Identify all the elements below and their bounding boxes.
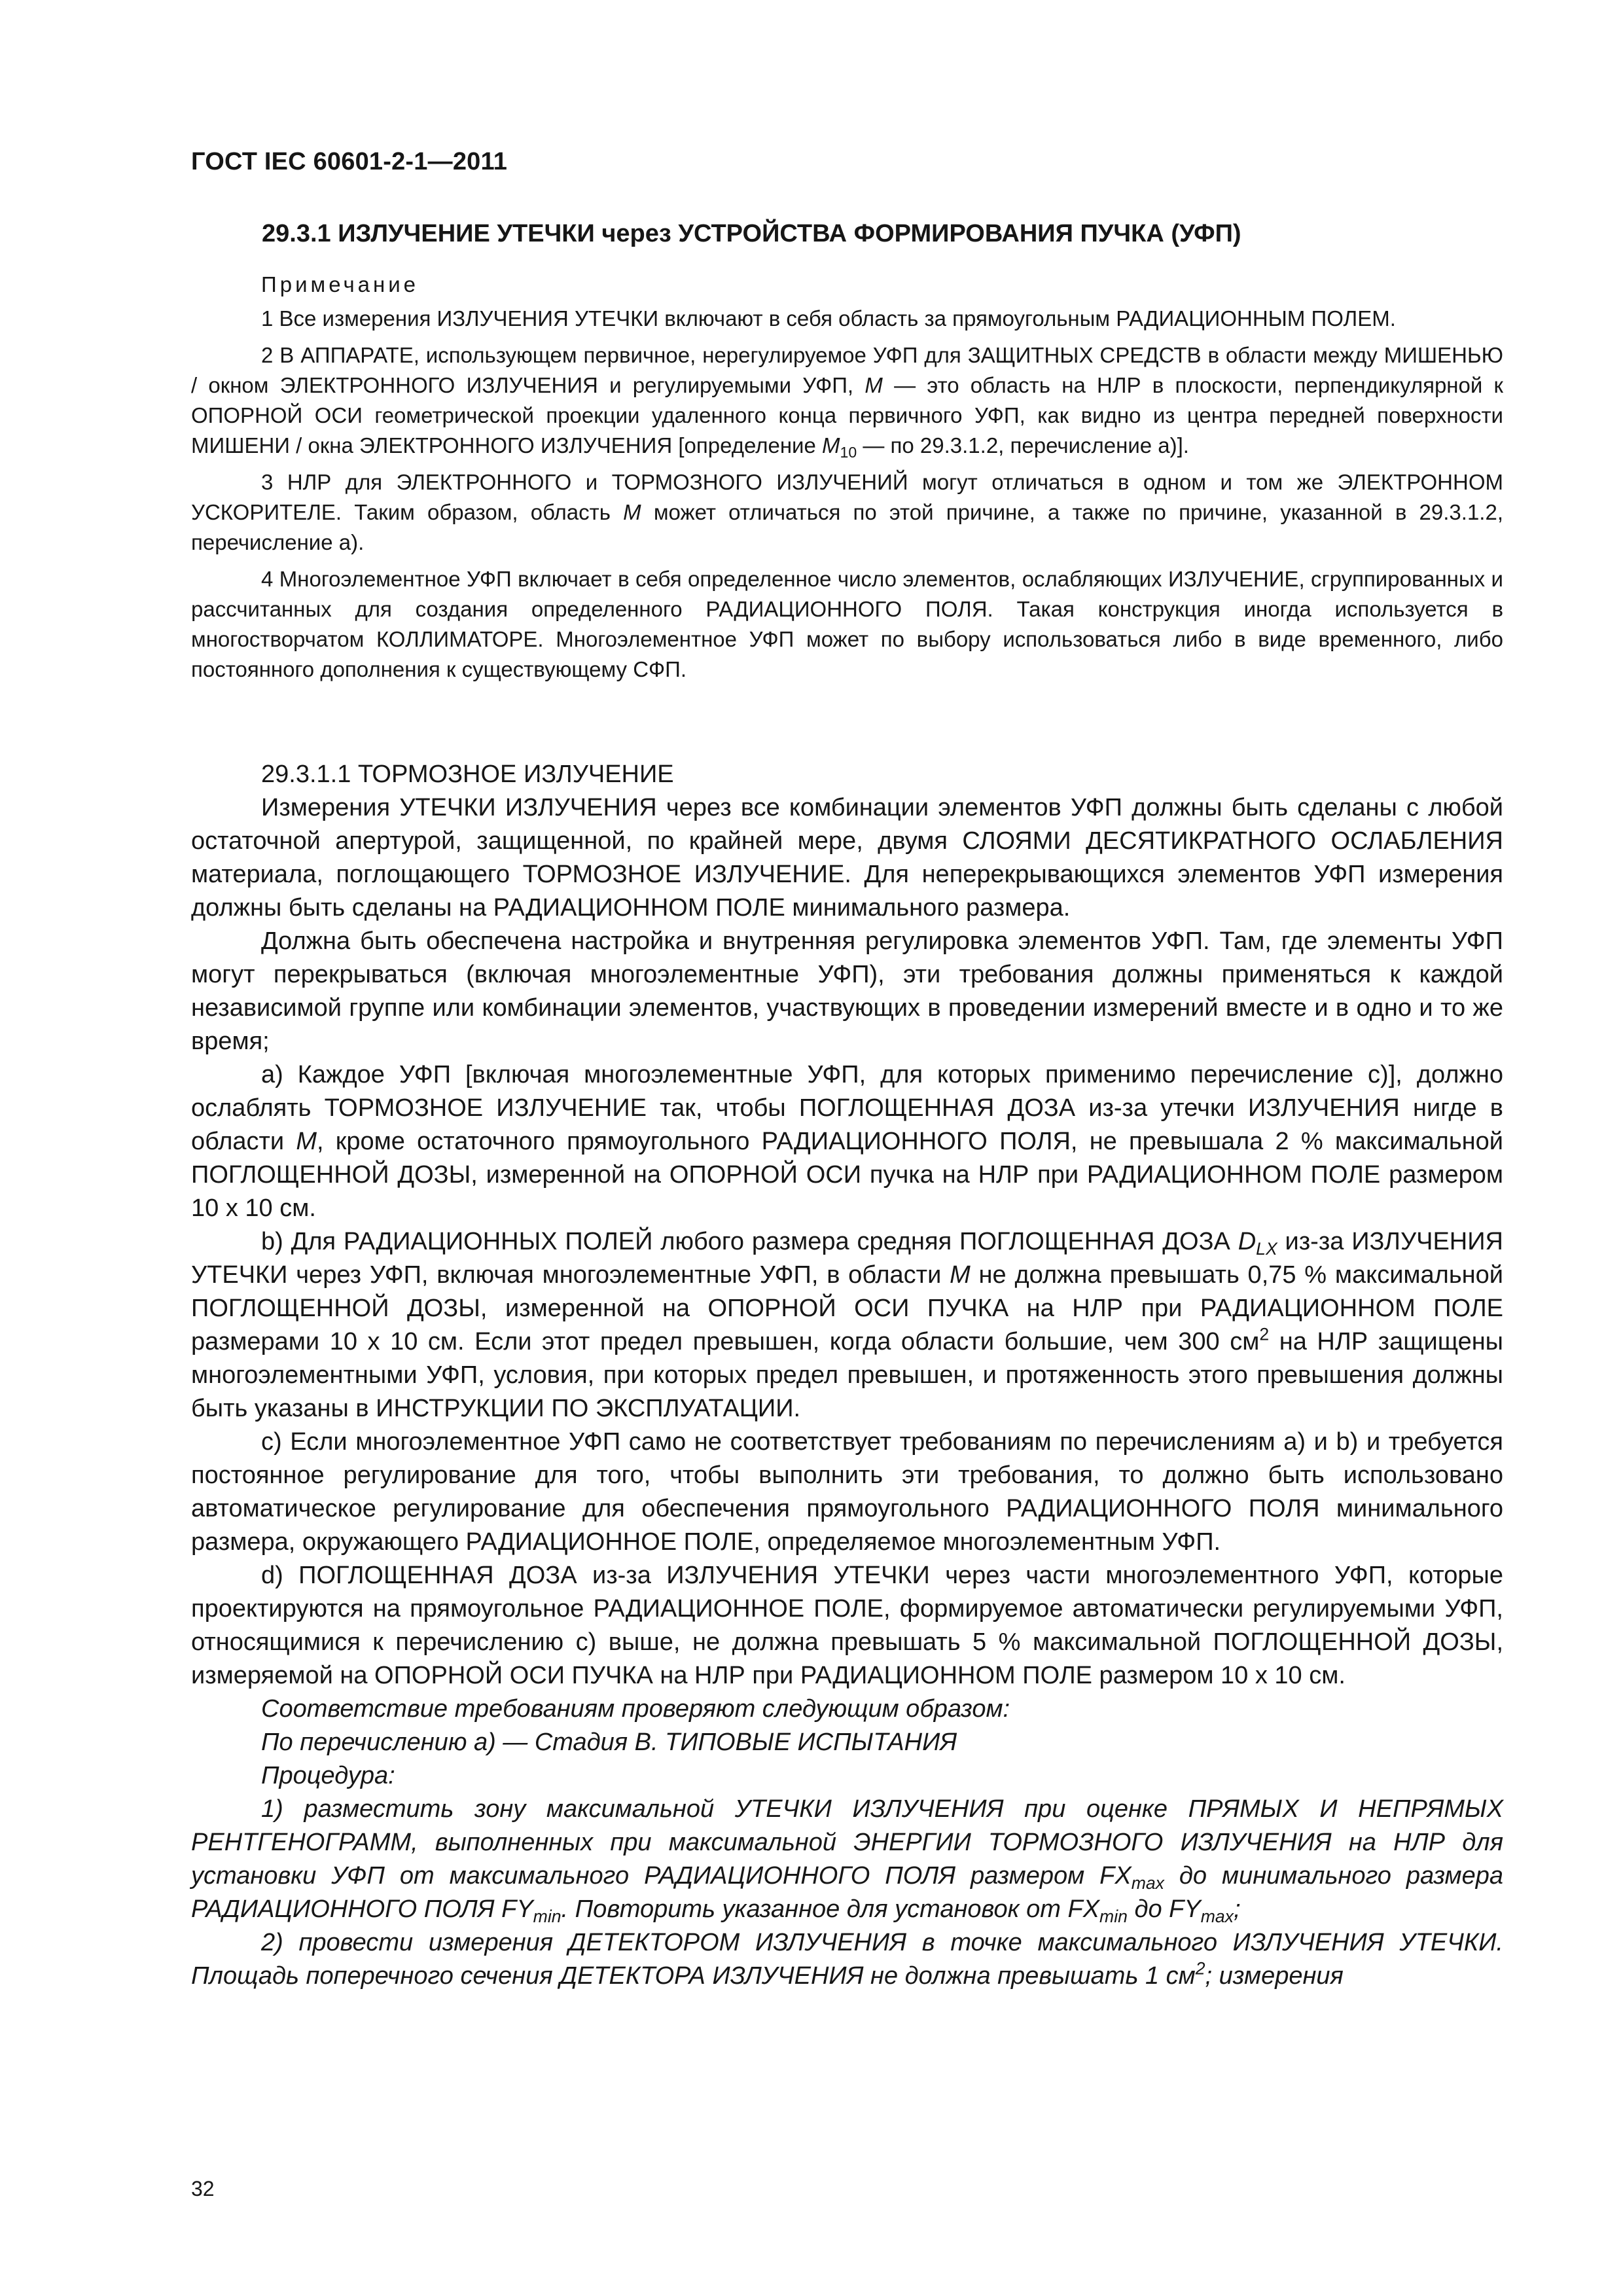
paragraph: Должна быть обеспечена настройка и внутренняя регулировка элементов УФП. Там, где элементы УФП могут перекрываться (включая многоэлементные УФП), эти требования должны применяться к каждой независимой группе или комбинации элементов, участвующих в проведении измерений вместе и в одно и то же время; <box>191 927 1503 1055</box>
note-1: 1 Все измерения ИЗЛУЧЕНИЯ УТЕЧКИ включают в себя область за прямоугольным РАДИАЦИОННЫМ ПОЛЕМ. <box>261 306 1396 331</box>
item-a: a) Каждое УФП [включая многоэлементные УФП, для которых применимо перечисление c)], должно ослаблять ТОРМОЗНОЕ ИЗЛУЧЕНИЕ так, чтобы ПОГЛОЩЕННАЯ ДОЗА из-за утечки ИЗЛУЧЕНИЯ нигде в области M, кроме остаточного прямоугольного РАДИАЦИОННОГО ПОЛЯ, не превышала 2 % максимальной ПОГЛОЩЕННОЙ ДОЗЫ, измеренной на ОПОРНОЙ ОСИ пучка на НЛР при РАДИАЦИОННОМ ПОЛЕ размером 10 x 10 см. <box>191 1061 1503 1222</box>
section-title: 29.3.1 ИЗЛУЧЕНИЕ УТЕЧКИ через УСТРОЙСТВА ФОРМИРОВАНИЯ ПУЧКА (УФП) <box>262 220 1241 247</box>
note-2: 2 В АППАРАТЕ, использующем первичное, нерегулируемое УФП для ЗАЩИТНЫХ СРЕДСТВ в области между МИШЕНЬЮ / окном ЭЛЕКТРОННОГО ИЗЛУЧЕНИЯ и регулируемыми УФП, M — это область на НЛР в плоскости, перпендикулярной к ОПОРНОЙ ОСИ геометрической проекции удаленного конца первичного УФП, как видно из центра передней поверхности МИШЕНИ / окна ЭЛЕКТРОННОГО ИЗЛУЧЕНИЯ [определение $M_{10}$ — по 29.3.1.2, перечисление a)]. <box>191 343 1503 461</box>
procedure-line: Процедура: <box>261 1762 395 1789</box>
note-4: 4 Многоэлементное УФП включает в себя определенное число элементов, ослабляющих ИЗЛУЧЕНИЕ, сгруппированных и рассчитанных для создания определенного РАДИАЦИОННОГО ПОЛЯ. Такая конструкция иногда используется в многостворчатом КОЛЛИМАТОРЕ. Многоэлементное УФП может по выбору использоваться либо в виде временного, либо постоянного дополнения к существующему СФП. <box>191 567 1503 681</box>
note-3: 3 НЛР для ЭЛЕКТРОННОГО и ТОРМОЗНОГО ИЗЛУЧЕНИЙ могут отличаться в одном и том же ЭЛЕКТРОННОМ УСКОРИТЕЛЕ. Таким образом, область M может отличаться по этой причине, а также по причине, указанной в 29.3.1.2, перечисление a). <box>191 470 1503 554</box>
item-c: c) Если многоэлементное УФП само не соответствует требованиям по перечислениям a) и b) и требуется постоянное регулирование для того, чтобы выполнить эти требования, то должно быть использовано автоматическое регулирование для обеспечения прямоугольного РАДИАЦИОННОГО ПОЛЯ минимального размера, окружающего РАДИАЦИОННОЕ ПОЛЕ, определяемое многоэлементным УФП. <box>191 1428 1503 1556</box>
procedure-step-2: 2) провести измерения ДЕТЕКТОРОМ ИЗЛУЧЕНИЯ в точке максимального ИЗЛУЧЕНИЯ УТЕЧКИ. Площадь поперечного сечения ДЕТЕКТОРА ИЗЛУЧЕНИЯ не должна превышать 1 $см^2$; измерения <box>191 1929 1503 1990</box>
paragraph: Измерения УТЕЧКИ ИЗЛУЧЕНИЯ через все комбинации элементов УФП должны быть сделаны с любой остаточной апертурой, защищенной, по крайней мере, двумя СЛОЯМИ ДЕСЯТИКРАТНОГО ОСЛАБЛЕНИЯ материала, поглощающего ТОРМОЗНОЕ ИЗЛУЧЕНИЕ. Для неперекрывающихся элементов УФП измерения должны быть сделаны на РАДИАЦИОННОМ ПОЛЕ минимального размера. <box>191 794 1503 922</box>
procedure-step-1: 1) разместить зону максимальной УТЕЧКИ ИЗЛУЧЕНИЯ при оценке ПРЯМЫХ И НЕПРЯМЫХ РЕНТГЕНОГРАММ, выполненных при максимальной ЭНЕРГИИ ТОРМОЗНОГО ИЗЛУЧЕНИЯ на НЛР для установки УФП от максимального РАДИАЦИОННОГО ПОЛЯ размером $FX_{max}$ до минимального размера РАДИАЦИОННОГО ПОЛЯ $FY_{min}$. Повторить указанное для установок от $FX_{min}$ до $FY_{max}$; <box>191 1795 1504 1926</box>
notes-block <box>191 270 1503 691</box>
compliance-line: Соответствие требованиям проверяют следующим образом: <box>261 1695 1010 1723</box>
document-header: ГОСТ IEC 60601-2-1—2011 <box>191 148 508 175</box>
subsection-heading: 29.3.1.1 ТОРМОЗНОЕ ИЗЛУЧЕНИЕ <box>261 761 674 788</box>
notes-caption: Примечание <box>261 272 419 296</box>
main-text <box>191 758 1503 1993</box>
item-b: b) Для РАДИАЦИОННЫХ ПОЛЕЙ любого размера средняя ПОГЛОЩЕННАЯ ДОЗА $D_{LX}$ из-за ИЗЛУЧЕНИЯ УТЕЧКИ через УФП, включая многоэлементные УФП, в области M не должна превышать 0,75 % максимальной ПОГЛОЩЕННОЙ ДОЗЫ, измеренной на ОПОРНОЙ ОСИ ПУЧКА на НЛР при РАДИАЦИОННОМ ПОЛЕ размерами 10 x 10 см. Если этот предел превышен, когда области большие, чем 300 $см^2$ на НЛР защищены многоэлементными УФП, условия, при которых предел превышен, и протяженность этого превышения должны быть указаны в ИНСТРУКЦИИ ПО ЭКСПЛУАТАЦИИ. <box>191 1228 1504 1422</box>
stage-line: По перечислению a) — Стадия B. ТИПОВЫЕ ИСПЫТАНИЯ <box>261 1729 957 1756</box>
page-number: 32 <box>191 2177 215 2200</box>
item-d: d) ПОГЛОЩЕННАЯ ДОЗА из-за ИЗЛУЧЕНИЯ УТЕЧКИ через части многоэлементного УФП, которые проектируются на прямоугольное РАДИАЦИОННОЕ ПОЛЕ, формируемое автоматически регулируемыми УФП, относящимися к перечислению c) выше, не должна превышать 5 % максимальной ПОГЛОЩЕННОЙ ДОЗЫ, измеряемой на ОПОРНОЙ ОСИ ПУЧКА на НЛР при РАДИАЦИОННОМ ПОЛЕ размером 10 x 10 см. <box>191 1562 1503 1689</box>
